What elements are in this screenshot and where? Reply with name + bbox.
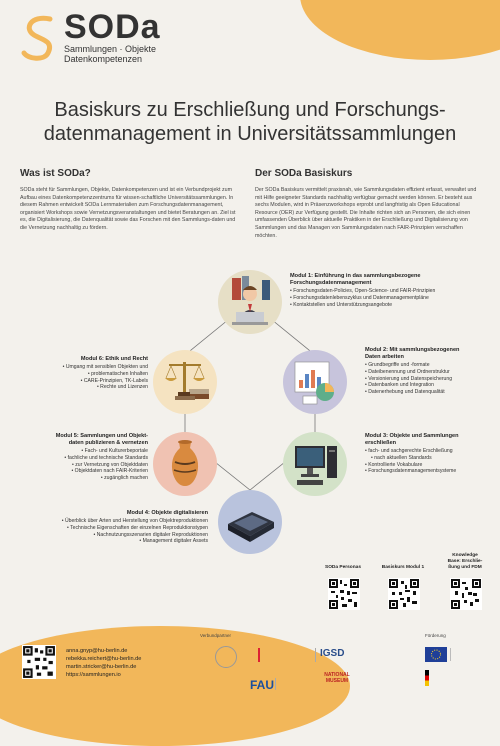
list-item: • zugänglich machen — [12, 475, 148, 482]
module-4-title: Modul 4: Objekte digitalisieren — [126, 510, 208, 516]
module-6-list — [12, 364, 148, 391]
list-item: • Management digitaler Assets — [12, 538, 208, 545]
list-item: • Forschungsdatenmanagementsysteme — [365, 468, 493, 475]
list-item: • Forschungsdaten-Policies, Open-Science- und FAIR-Prinzipien — [290, 288, 490, 295]
module-3-list — [365, 448, 493, 475]
contact-email-reichert[interactable]: rebekka.reichert@hu-berlin.de — [66, 656, 142, 662]
module-1-title-line2: Forschungsdatenmanagement — [290, 280, 372, 286]
module-1-illustration — [218, 270, 282, 334]
qr-code-knowledge-base[interactable] — [450, 578, 482, 610]
list-item: • Nachnutzungsszenarien digitaler Reproduktionen — [12, 532, 208, 539]
module-4-text — [12, 510, 208, 545]
list-item: • Datenerhebung und Datenqualität — [365, 389, 490, 396]
list-item: • fach- und sachgerechte Erschließung — [365, 448, 493, 455]
section-text-was-ist-soda: SODa steht für Sammlungen, Objekte, Datenkompetenzen und ist ein Verbundprojekt zum Aufbau eines Datenkompetenzzentrums für wissen-schaftliche Universitätssammlungen. In diesem Rahmen entwickelt SODa Lernmaterialien zum Forschungsdatenmanagement, organisiert Workshops sowie Vernetzungsveranstaltungen und bietet Beratungen an. Ziel ist es, die Digitalisierung, die Datenqualität sowie das Forschen mit den Sammlungs-daten und die Vernetzung nachhaltig zu fördern. — [20, 187, 236, 231]
module-2-text — [365, 347, 490, 396]
module-3-text — [365, 433, 493, 475]
list-item: • Überblick über Arten und Herstellung von Objektreproduktionen — [12, 518, 208, 525]
list-item: • Forschungsdatenlebenszyklus und Datenmanagementpläne — [290, 295, 490, 302]
list-item: • fachliche und technische Standards — [12, 455, 148, 462]
list-item: • Grundbegriffe und -formate — [365, 362, 490, 369]
partner-fau-logo: FAU — [250, 678, 274, 692]
list-item: • Versionierung und Datenspeicherung — [365, 376, 490, 383]
list-item: • nach aktuellen Standards — [365, 455, 493, 462]
qr-label-knowledge-base-line2: Base: Erschlie- — [447, 559, 483, 564]
partner-igsd-logo: IGSD — [320, 648, 345, 659]
qr-code-personas[interactable] — [328, 578, 360, 610]
contact-email-gnyp[interactable]: anna.gnyp@hu-berlin.de — [66, 648, 128, 654]
soda-logo-icon — [20, 13, 60, 63]
eu-flag-icon — [425, 647, 447, 662]
module-2-title-line1: Modul 2: Mit sammlungsbezogenen — [365, 347, 460, 353]
logo-tagline — [64, 44, 156, 64]
list-item: • Dateibenennung und Ordnerstruktur — [365, 369, 490, 376]
flatbed-scanner-icon — [218, 490, 282, 554]
list-item: • Fach- und Kulturerbeportale — [12, 448, 148, 455]
partner-logo-fau-text — [275, 678, 316, 690]
qr-label-knowledge-base — [440, 553, 490, 571]
partner-museum-line2: MUSEUM — [325, 678, 349, 684]
section-heading-was-ist-soda: Was ist SODa? — [20, 168, 91, 179]
partners-label: Verbundpartner — [200, 633, 232, 638]
module-3-illustration — [283, 432, 347, 496]
funding-logo-text — [450, 648, 491, 661]
qr-code-modul1[interactable] — [388, 578, 420, 610]
module-6-text — [12, 356, 148, 391]
module-3-title-line2: erschließen — [365, 440, 397, 446]
list-item: • Kontrollierte Vokabulare — [365, 462, 493, 469]
list-item: • Technische Eigenschaften der einzelnen Reproduktionstypen — [12, 525, 208, 532]
module-1-title-line1: Modul 1: Einführung in das sammlungsbezogene — [290, 273, 421, 279]
presenter-laptop-icon — [218, 270, 282, 334]
justice-scales-icon — [153, 350, 217, 414]
module-2-list — [365, 362, 490, 396]
section-text-basiskurs: Der SODa Basiskurs vermittelt praxisnah, wie Sammlungsdaten effizient erfasst, verwaltet und mit Hilfe geeigneter Standards nachhaltig verfügbar gemacht werden können. Er besteht aus sechs Modulen, wird in Präsenzworkshops erprobt und langfristig als Open Educational Resource (OER) zur Verfügung gestellt. Die Inhalte richten sich an Personen, die sich einen umfassenden Überblick über aktuelle Praktiken in der Erschließung und Digitalisierung von Sammlungen und das Managen von Sammlungsdaten nach FAIR-Prinzipien verschaffen möchten. — [255, 187, 477, 239]
bmbf-logo-text — [432, 671, 472, 685]
bmbf-logo-icon — [425, 670, 429, 686]
list-item: • Objektdaten nach FAIR-Kriterien — [12, 468, 148, 475]
contact-website-link[interactable]: https://sammlungen.io — [66, 672, 121, 678]
page-title-line1: Basiskurs zu Erschließung und Forschungs- — [54, 99, 446, 121]
qr-code-contact[interactable] — [22, 645, 56, 679]
page-title-line2: datenmanagement in Universitätssammlungen — [43, 123, 457, 145]
module-3-title-line1: Modul 3: Objekte und Sammlungen — [365, 433, 459, 439]
list-item: • Kontaktstellen und Unterstützungsangebote — [290, 302, 490, 309]
list-item: • zur Vernetzung von Objektdaten — [12, 462, 148, 469]
logo-wordmark: SODa — [64, 8, 161, 46]
list-item: • problematischen Inhalten — [12, 371, 148, 378]
module-6-illustration — [153, 350, 217, 414]
module-4-illustration — [218, 490, 282, 554]
partner-hu-berlin-logo — [215, 646, 237, 668]
list-item: • Rechte und Lizenzen — [12, 384, 148, 391]
page-title — [20, 98, 480, 146]
contact-email-stricker[interactable]: martin.stricker@hu-berlin.de — [66, 664, 137, 670]
section-heading-basiskurs: Der SODa Basiskurs — [255, 168, 353, 179]
logo-tagline-line2: Datenkompetenzen — [64, 54, 143, 64]
module-5-title-line1: Modul 5: Sammlungen und Objekt- — [55, 433, 148, 439]
module-5-list — [12, 448, 148, 482]
computer-workstation-icon — [283, 432, 347, 496]
qr-label-knowledge-base-line3: ßung und FDM — [448, 565, 482, 570]
list-item: • Datenbanken und Integration — [365, 382, 490, 389]
module-2-title-line2: Daten arbeiten — [365, 354, 404, 360]
data-charts-icon — [283, 350, 347, 414]
module-1-list — [290, 288, 490, 308]
module-5-title-line2: daten publizieren & vernetzen — [68, 440, 148, 446]
contact-list — [66, 647, 141, 679]
qr-label-knowledge-base-line1: Knowledge — [452, 553, 478, 558]
module-4-list — [12, 518, 208, 545]
vase-pottery-icon — [153, 432, 217, 496]
module-5-illustration — [153, 432, 217, 496]
qr-label-modul1: Basiskurs Modul 1 — [381, 565, 425, 570]
module-5-text — [12, 433, 148, 482]
list-item: • CARE-Prinzipien, TK-Labels — [12, 378, 148, 385]
funding-label: Förderung — [425, 633, 446, 638]
decorative-blob-top — [300, 0, 500, 60]
partner-museum-line1: NATIONAL — [324, 672, 350, 678]
logo-tagline-line1: Sammlungen · Objekte — [64, 44, 157, 54]
qr-label-personas: SODa Personas — [325, 565, 361, 570]
list-item: • Umgang mit sensiblen Objekten und — [12, 364, 148, 371]
partner-logo-2 — [258, 648, 316, 662]
partner-museum-logo — [320, 672, 354, 684]
module-1-text — [290, 273, 490, 308]
module-6-title: Modul 6: Ethik und Recht — [80, 356, 148, 362]
module-2-illustration — [283, 350, 347, 414]
